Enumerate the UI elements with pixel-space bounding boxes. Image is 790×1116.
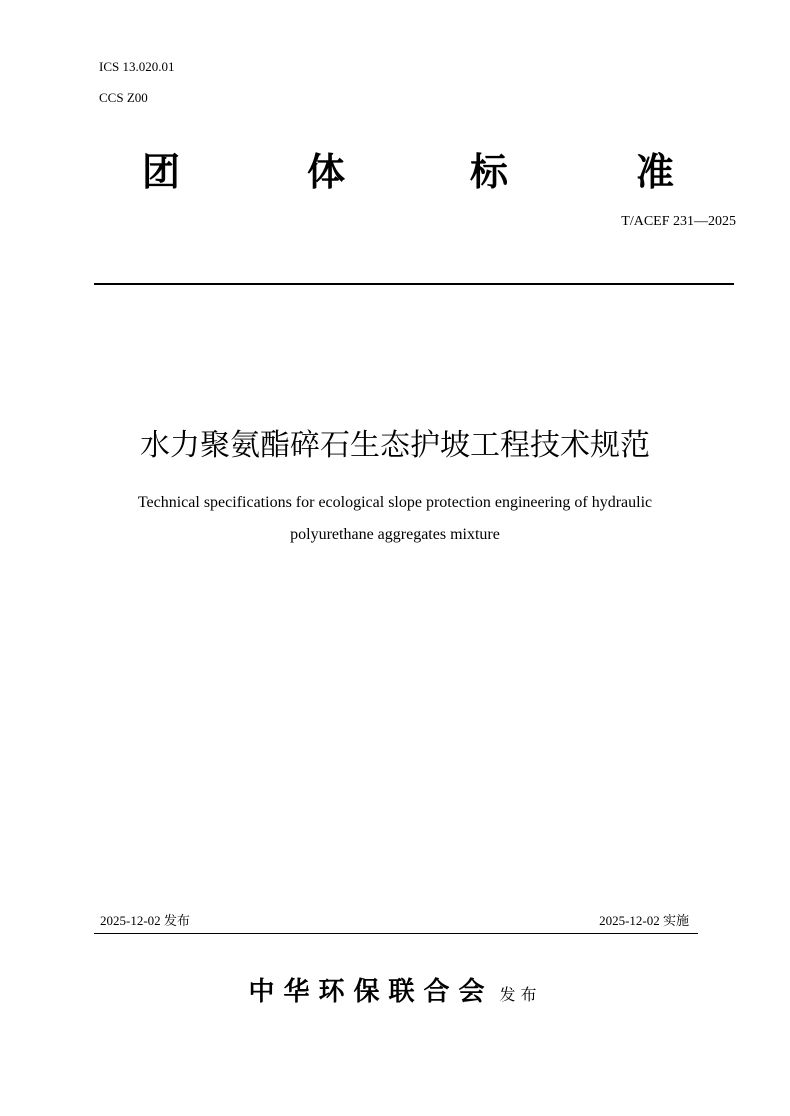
ics-code: ICS 13.020.01	[99, 59, 175, 74]
ccs-code: CCS Z00	[99, 90, 148, 105]
footer-divider	[94, 933, 698, 934]
english-title-line-2: polyurethane aggregates mixture	[290, 526, 500, 543]
publisher	[0, 974, 790, 1014]
implementation-date	[599, 912, 689, 931]
publisher-suffix: 发布	[499, 985, 542, 1004]
standard-number: T/ACEF 231—2025	[621, 214, 736, 229]
standard-type-char-1: 团	[142, 150, 181, 194]
chinese-title: 水力聚氨酯碎石生态护坡工程技术规范	[140, 428, 650, 463]
issue-date	[100, 912, 190, 931]
issue-date-value: 2025-12-02	[100, 913, 161, 928]
implementation-date-value: 2025-12-02	[599, 913, 660, 928]
issue-date-label: 发布	[163, 914, 190, 929]
standard-type-char-3: 标	[470, 150, 509, 194]
publisher-name: 中华环保联合会	[248, 977, 494, 1007]
implementation-date-label: 实施	[662, 914, 689, 929]
english-title-line-1: Technical specifications for ecological slope protection engineering of hydraulic	[137, 494, 653, 511]
standard-type-char-2: 体	[307, 150, 346, 194]
header-divider	[94, 283, 734, 285]
standard-type-char-4: 准	[636, 150, 675, 194]
